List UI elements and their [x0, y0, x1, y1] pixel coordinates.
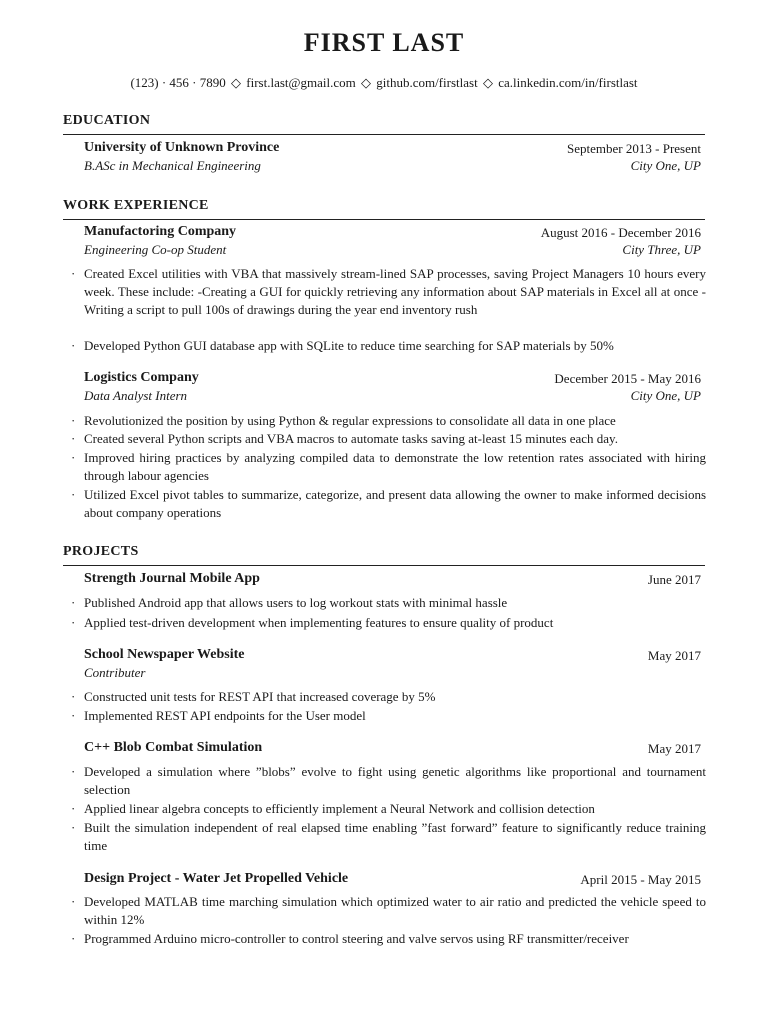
entry-location: City One, UP	[630, 388, 701, 403]
entry-date: December 2015 - May 2016	[554, 371, 701, 386]
section-divider	[63, 219, 705, 220]
section-title-education: EDUCATION	[63, 113, 151, 128]
phone: (123) · 456 · 7890	[130, 75, 226, 90]
section-title-work: WORK EXPERIENCE	[63, 198, 209, 213]
entry-date: April 2015 - May 2015	[580, 872, 701, 887]
contact-line	[0, 75, 768, 91]
entry-role: B.ASc in Mechanical Engineering	[84, 158, 261, 173]
entry-org: School Newspaper Website	[84, 647, 245, 662]
entry-date: May 2017	[647, 741, 701, 756]
list-item: Improved hiring practices by analyzing compiled data to demonstrate the low retention rates associated with hiring through labour agencies	[84, 450, 706, 483]
bullet-icon: ·	[71, 595, 76, 610]
list-item: Implemented REST API endpoints for the User model	[84, 708, 366, 723]
bullet-icon: ·	[71, 689, 76, 704]
entry-location: City Three, UP	[622, 242, 701, 257]
list-item: Developed a simulation where ”blobs” evolve to fight using genetic algorithms like proportional and tournament selection	[84, 764, 706, 797]
section-divider	[63, 134, 705, 135]
list-item: Applied linear algebra concepts to efficiently implement a Neural Network and collision detection	[84, 801, 595, 816]
bullet-icon: ·	[71, 413, 76, 428]
bullet-icon: ·	[71, 820, 76, 835]
list-item: Created Excel utilities with VBA that massively stream-lined SAP processes, saving Project Managers 10 hours every week. These include: -Creating a GUI for quickly retrieving any information about SAP materials in Excel all at once -Writing a script to pull 100s of drawings during the year end inventory rush	[84, 266, 706, 317]
list-item: Applied test-driven development when implementing features to ensure quality of product	[84, 615, 554, 630]
list-item: Created several Python scripts and VBA macros to automate tasks saving at-least 15 minutes each day.	[84, 431, 618, 446]
separator-icon: ◇	[482, 75, 493, 90]
bullet-icon: ·	[71, 894, 76, 909]
entry-role: Engineering Co-op Student	[84, 242, 227, 257]
github-link[interactable]: github.com/firstlast	[376, 75, 478, 90]
email-link[interactable]: first.last@gmail.com	[246, 75, 356, 90]
section-title-projects: PROJECTS	[63, 544, 139, 559]
entry-role: Contributer	[84, 665, 146, 680]
bullet-icon: ·	[71, 764, 76, 779]
entry-date: June 2017	[647, 572, 701, 587]
bullet-icon: ·	[71, 338, 76, 353]
list-item: Programmed Arduino micro-controller to control steering and valve servos using RF transmitter/receiver	[84, 931, 629, 946]
separator-icon: ◇	[231, 75, 242, 90]
entry-date: September 2013 - Present	[567, 141, 701, 156]
bullet-icon: ·	[71, 931, 76, 946]
linkedin-link[interactable]: ca.linkedin.com/in/firstlast	[498, 75, 638, 90]
bullet-icon: ·	[71, 708, 76, 723]
list-item: Built the simulation independent of real elapsed time enabling ”fast forward” feature to significantly reduce training time	[84, 820, 706, 853]
entry-org: Strength Journal Mobile App	[84, 571, 260, 586]
bullet-icon: ·	[71, 266, 76, 281]
entry-date: August 2016 - December 2016	[540, 225, 701, 240]
list-item: Constructed unit tests for REST API that increased coverage by 5%	[84, 689, 436, 704]
list-item: Utilized Excel pivot tables to summarize, categorize, and present data allowing the owner to make informed decisions about company operations	[84, 487, 706, 520]
entry-org: Logistics Company	[84, 370, 199, 385]
entry-role: Data Analyst Intern	[84, 388, 188, 403]
bullet-icon: ·	[71, 801, 76, 816]
person-name: FIRST LAST	[303, 28, 465, 57]
entry-date: May 2017	[647, 648, 701, 663]
bullet-icon: ·	[71, 431, 76, 446]
entry-org: Design Project - Water Jet Propelled Vehicle	[84, 871, 349, 886]
separator-icon: ◇	[360, 75, 371, 90]
entry-org: University of Unknown Province	[84, 140, 280, 155]
list-item: Revolutionized the position by using Python & regular expressions to consolidate all data in one place	[84, 413, 616, 428]
entry-org: C++ Blob Combat Simulation	[84, 740, 263, 755]
bullet-icon: ·	[71, 615, 76, 630]
bullet-icon: ·	[71, 487, 76, 502]
list-item: Developed Python GUI database app with SQLite to reduce time searching for SAP materials by 50%	[84, 338, 614, 353]
entry-org: Manufactoring Company	[84, 224, 237, 239]
entry-location: City One, UP	[630, 158, 701, 173]
list-item: Developed MATLAB time marching simulation which optimized water to air ratio and predicted the vehicle speed to within 12%	[84, 894, 706, 927]
section-divider	[63, 565, 705, 566]
list-item: Published Android app that allows users to log workout stats with minimal hassle	[84, 595, 508, 610]
bullet-icon: ·	[71, 450, 76, 465]
